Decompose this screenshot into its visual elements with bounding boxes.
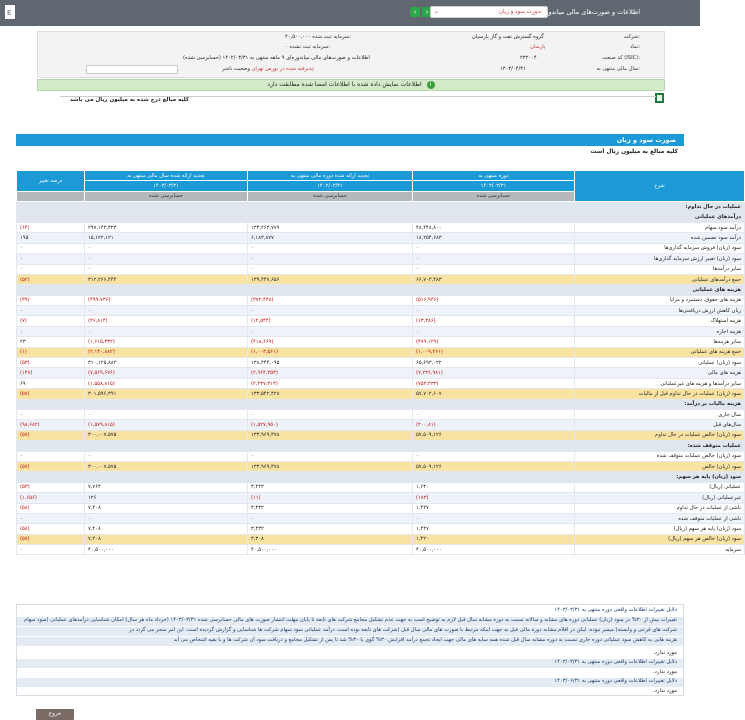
cell-col3: (۷,۵۶۹,۶۷۶) <box>85 368 248 378</box>
row-label: عملیات در حال تداوم: <box>575 202 745 212</box>
cell-col3: ۷,۴۰۸ <box>85 534 248 544</box>
table-row <box>17 233 745 243</box>
cell-col2: ۱۳۹,۴۴۷,۶۵۶ <box>248 274 413 284</box>
note-line: مورد ندارد. <box>653 650 677 656</box>
row-label: ناشی از عملیات در حال تداوم <box>575 503 745 513</box>
header-date2: ۱۴۰۲/۰۳/۳۱ <box>248 181 413 191</box>
cell-col1: (۷۵۳,۴۳۳) <box>413 378 575 388</box>
row-label: عملیاتی (ریال) <box>575 482 745 492</box>
table-row <box>17 222 745 232</box>
cell-col4: ۲۳ <box>17 337 85 347</box>
table-row <box>17 337 745 347</box>
row-label: هزینه اجاره <box>575 326 745 336</box>
cell-col1: ۰ <box>413 243 575 253</box>
cell-col4: (۱۴۷) <box>17 368 85 378</box>
cell-col2: ۶,۱۸۳,۸۷۷ <box>248 233 413 243</box>
cell-col4: (۱,۶۵۶) <box>17 493 85 503</box>
cell-col3: ۳۱۲,۲۶۶,۴۴۴ <box>85 274 248 284</box>
header-date3: ۱۴۰۳/۰۳/۳۱ <box>85 181 248 191</box>
header-col1: دوره منتهی به <box>413 171 575 181</box>
cell-col4 <box>17 202 85 212</box>
cell-col3: (۲,۱۴۰,۸۸۲) <box>85 347 248 357</box>
cell-col2: (۱,۰۰۳,۵۶۱) <box>248 347 413 357</box>
report-type-select[interactable] <box>430 6 548 18</box>
cell-col3: ۱۲۶ <box>85 493 248 503</box>
row-label: ناشی از عملیات متوقف شده <box>575 513 745 523</box>
symbol-row: نماد: <box>629 44 640 50</box>
company-name: شرکت: <box>623 34 640 40</box>
note-line: دلایل تغییرات اطلاعات واقعی دوره منتهی به ۱۴۰۳/۰۳/۳۱ <box>554 607 677 613</box>
cell-col1: (۱۸۳) <box>413 493 575 503</box>
cell-col2: ۱۳۳,۹۶۹,۴۷۸ <box>248 461 413 471</box>
table-row <box>17 409 745 419</box>
table-row <box>17 285 745 295</box>
cell-col3 <box>85 202 248 212</box>
cell-col4 <box>17 399 85 409</box>
cell-col4: ۶۹ <box>17 378 85 388</box>
cell-col4: (۵۳) <box>17 482 85 492</box>
cell-col4: ۰ <box>17 326 85 336</box>
row-label: هزینه مالیات بر درآمد: <box>575 399 745 409</box>
cell-col3: ۳۱۰,۱۲۵,۸۸۲ <box>85 358 248 368</box>
cell-col3: (۱,۵۷۹,۸۱۵) <box>85 420 248 430</box>
isic-value: ۲۳۲۰۰۴ <box>520 55 537 61</box>
cell-col3: ۰ <box>85 306 248 316</box>
cell-col3 <box>85 472 248 482</box>
cell-col1: ۴۸,۴۴۸,۸۰۰ <box>413 222 575 232</box>
cell-col2: ۰ <box>248 264 413 274</box>
cell-col4: ۰ <box>17 264 85 274</box>
header-audit2: حسابرسی شده <box>248 191 413 201</box>
table-row <box>17 202 745 212</box>
unregistered-capital-row: ۰ سرمایه ثبت نشده: <box>285 44 330 50</box>
row-label: سال جاری <box>575 409 745 419</box>
table-row <box>17 347 745 357</box>
row-label: سود (زیان) تغییر ارزش سرمایه گذاری‌ها <box>575 254 745 264</box>
cell-col2: ۰ <box>248 306 413 316</box>
cell-col1: ۰ <box>413 306 575 316</box>
row-label: سود (زیان) فروش سرمایه گذاری‌ها <box>575 243 745 253</box>
cell-col3: (۲۶,۸۱۴) <box>85 316 248 326</box>
cell-col1: ۱,۴۴۷ <box>413 503 575 513</box>
table-row <box>17 472 745 482</box>
cell-col2: (۱۲,۵۴۴) <box>248 316 413 326</box>
row-label: درآمد سود سهام <box>575 222 745 232</box>
row-label: هزینه های حقوق، دستمزد و مزایا <box>575 295 745 305</box>
cell-col1: ۰ <box>413 513 575 523</box>
cell-col3: (۱,۶۱۵,۳۳۲) <box>85 337 248 347</box>
note-line: دلایل تغییرات اطلاعات واقعی دوره منتهی به ۱۴۰۳/۰۳/۳۱ <box>17 659 683 668</box>
row-label: هزینه های عملیاتی <box>575 285 745 295</box>
prev-report-button[interactable] <box>410 7 420 17</box>
cell-col2 <box>248 472 413 482</box>
row-label: هزینه استهلاک <box>575 316 745 326</box>
cell-col1 <box>413 285 575 295</box>
top-bar <box>0 0 700 26</box>
note-line: شرکت های فرعی و وابسته) میسر نبوده، لیکن در اقلام مشابه دوره مالی قبل به جهت اینکه مرتبط با صورت های مالی سال قبل (شرکت های تابعه بوده است، درآمد عملیاتی سود سهام شرکت ها شناسایی و گزارش گردیده است. این امر منجر می گردد در <box>17 627 683 636</box>
table-row <box>17 461 745 471</box>
excel-icon[interactable] <box>655 93 664 103</box>
table-row <box>17 430 745 440</box>
cell-col4: (۵۷) <box>17 461 85 471</box>
table-row <box>17 545 745 555</box>
cell-col2: ۰ <box>248 254 413 264</box>
cell-col3: ۷,۷۶۴ <box>85 482 248 492</box>
row-label: سود (زیان) خالص عملیات در حال تداوم <box>575 430 745 440</box>
row-label: سایر هزینه‌ها <box>575 337 745 347</box>
note-line: دلایل تغییرات اطلاعات واقعی دوره منتهی به ۱۴۰۳/۰۶/۳۱ <box>17 678 683 687</box>
cell-col1: (۴۷۹,۱۲۹) <box>413 337 575 347</box>
cell-col2 <box>248 399 413 409</box>
back-button[interactable]: خروج <box>36 709 74 720</box>
cell-col1 <box>413 441 575 451</box>
row-label: سرمایه <box>575 545 745 555</box>
row-label: سود (زیان) خالص هر سهم (ریال) <box>575 534 745 544</box>
company-name-field <box>86 65 178 74</box>
cell-col1: (۱,۰۰۹,۴۶۱) <box>413 347 575 357</box>
table-row <box>17 378 745 388</box>
isic-row: کد صنعت (ISIC): <box>602 55 640 61</box>
table-row <box>17 503 745 513</box>
cell-col4: ۰ <box>17 409 85 419</box>
cell-col3 <box>85 441 248 451</box>
cell-col2: ۳,۴۳۲ <box>248 524 413 534</box>
table-row <box>17 534 745 544</box>
table-row <box>17 212 745 222</box>
header-audit3: حسابرسی شده <box>85 191 248 201</box>
cell-col4: (۷) <box>17 316 85 326</box>
cell-col3 <box>85 399 248 409</box>
cell-col4: ۱۹۵ <box>17 233 85 243</box>
cell-col2 <box>248 202 413 212</box>
symbol-value: پارسان <box>530 44 546 50</box>
table-row <box>17 243 745 253</box>
cell-col3: ۰ <box>85 451 248 461</box>
table-row <box>17 420 745 430</box>
cell-col2: ۰ <box>248 409 413 419</box>
table-row <box>17 389 745 399</box>
cell-col1 <box>413 472 575 482</box>
cell-col2: ۰ <box>248 513 413 523</box>
cell-col2: ۳,۳۰۸ <box>248 534 413 544</box>
row-label: سایر درآمدها <box>575 264 745 274</box>
cell-col3: ۳۰۱,۵۹۶,۳۹۱ <box>85 389 248 399</box>
cell-col3: ۳۰۰,۰۰۷,۵۷۵ <box>85 461 248 471</box>
row-label: سود (زیان) عملیاتی <box>575 358 745 368</box>
cell-col4: ۰ <box>17 451 85 461</box>
cell-col3: ۰ <box>85 243 248 253</box>
capital-row: ۴۰,۵۰۰,۰۰۰ سرمایه ثبت شده: <box>285 34 351 40</box>
cell-col1: (۵۱۶,۹۴۶) <box>413 295 575 305</box>
cell-col2: (۱۱) <box>248 493 413 503</box>
fiscal-year-row: سال مالی منتهی به: <box>596 66 640 72</box>
cell-col4: ۰ <box>17 545 85 555</box>
table-row <box>17 368 745 378</box>
verification-notice-text: اطلاعات نمایش داده شده با اطلاعات امضا شده مطابقت دارد <box>267 81 422 88</box>
cell-col2: (۱,۵۲۷,۹۵۰) <box>248 420 413 430</box>
cell-col1: ۵۷,۷۰۲,۶۰۷ <box>413 389 575 399</box>
table-row <box>17 316 745 326</box>
cell-col4: ۰ <box>17 243 85 253</box>
cell-col1: ۱۸,۲۵۴,۶۸۳ <box>413 233 575 243</box>
cell-col1: ۱,۴۴۷ <box>413 524 575 534</box>
cell-col4: ۰ <box>17 306 85 316</box>
row-label: جمع هزینه های عملیاتی <box>575 347 745 357</box>
cell-col4: (۵۸) <box>17 503 85 513</box>
cell-col1: (۷,۲۳۶,۹۸۱) <box>413 368 575 378</box>
row-label: جمع درآمدهای عملیاتی <box>575 274 745 284</box>
cell-col4: (۳۹) <box>17 295 85 305</box>
page-title: اطلاعات و صورت‌های مالی میاندوره‌ای <box>535 8 640 16</box>
cell-col2: ۰ <box>248 243 413 253</box>
cell-col1: ۰ <box>413 264 575 274</box>
row-label: سود (زیان) پایه هر سهم (ریال) <box>575 524 745 534</box>
table-row <box>17 306 745 316</box>
cell-col1: (۲۰۰,۸۱) <box>413 420 575 430</box>
table-row <box>17 274 745 284</box>
cell-col4: (۵۸) <box>17 524 85 534</box>
note-line: هزینه هایی به کاهش سود عملیاتی دوره جاری نسبت به دوره مشابه سال قبل شده همه سایه های مالی جهت ایجاد تجمع درآمد افزایش ۳۰% گوی یا ۳۰% شد تا پس از تشکیل مجامع و دریافت سود آن شرکت ها و با بقیه اشخاص می آید <box>17 637 683 646</box>
cell-col2: ۴۰,۵۰۰,۰۰۰ <box>248 545 413 555</box>
table-row <box>17 513 745 523</box>
cell-col2: (۲,۴۳۷,۳۱۳) <box>248 378 413 388</box>
table-row <box>17 254 745 264</box>
row-label: سود (زیان) پایه هر سهم: <box>575 472 745 482</box>
header-col3: تجدید ارائه شده سال مالی منتهی به <box>85 171 248 181</box>
cell-col3: ۰ <box>85 264 248 274</box>
fiscal-year-value: ۱۴۰۳/۰۴/۳۱ <box>500 66 526 72</box>
cell-col2 <box>248 285 413 295</box>
table-row <box>17 295 745 305</box>
header-audit1: حسابرسی شده <box>413 191 575 201</box>
cell-col4: (۵۷) <box>17 389 85 399</box>
cell-col3 <box>85 212 248 222</box>
cell-col2: ۳,۴۴۳ <box>248 482 413 492</box>
cell-col4 <box>17 212 85 222</box>
cell-col3: ۰ <box>85 409 248 419</box>
table-row <box>17 441 745 451</box>
cell-col3: ۱۵,۱۲۲,۱۲۱ <box>85 233 248 243</box>
table-row <box>17 399 745 409</box>
header-col2: تجدید ارائه شده دوره مالی منتهی به <box>248 171 413 181</box>
amounts-note-top: کلیه مبالغ درج شده به میلیون ریال می باشد <box>60 96 656 105</box>
cell-col1: ۱,۴۲۰ <box>413 534 575 544</box>
row-label: سایر درآمدها و هزینه های غیرعملیاتی <box>575 378 745 388</box>
period-description: اطلاعات و صورت‌های مالی میاندوره‌ای ۹ ماهه منتهی به ۱۴۰۲/۰۳/۳۱ (حسابرسی شده) <box>183 55 370 61</box>
table-row <box>17 524 745 534</box>
cell-col1: ۰ <box>413 254 575 264</box>
cell-col4: ۰ <box>17 254 85 264</box>
change-reasons-panel <box>16 604 684 696</box>
cell-col4: (۵۳) <box>17 358 85 368</box>
chevron-left-icon: ‹ <box>413 8 417 16</box>
cell-col4: (۹۸,۶۸۲) <box>17 420 85 430</box>
cell-col4 <box>17 472 85 482</box>
cell-col1: ۵۷,۵۰۹,۱۲۶ <box>413 430 575 440</box>
cell-col3: ۰ <box>85 254 248 264</box>
cell-col1 <box>413 202 575 212</box>
cell-col4: (۵۷) <box>17 534 85 544</box>
cell-col2 <box>248 441 413 451</box>
cell-col2: ۰ <box>248 451 413 461</box>
cell-col1: ۱,۶۳۰ <box>413 482 575 492</box>
publisher-status: پذیرفته شده در بورس تهران وضعیت ناشر: <box>222 66 315 72</box>
cell-col4: (۵۲) <box>17 274 85 284</box>
row-label: زیان کاهش ارزش دریافتنی‌ها <box>575 306 745 316</box>
table-row <box>17 264 745 274</box>
income-statement-table <box>16 170 745 555</box>
cell-col2: (۳۷۲,۴۴۸) <box>248 295 413 305</box>
cell-col2 <box>248 212 413 222</box>
cell-col3: ۰ <box>85 326 248 336</box>
cell-col3: ۷,۴۰۸ <box>85 503 248 513</box>
cell-col3: (۱,۵۵۸,۸۱۵) <box>85 378 248 388</box>
cell-col1 <box>413 399 575 409</box>
cell-col2: (۲,۹۶۴,۳۵۳) <box>248 368 413 378</box>
cell-col4: (۶۴) <box>17 222 85 232</box>
cell-col4 <box>17 285 85 295</box>
cell-col1: ۵۷,۵۰۹,۱۲۶ <box>413 461 575 471</box>
cell-col1: (۱۳,۳۸۶) <box>413 316 575 326</box>
cell-col4: ۰ <box>17 513 85 523</box>
cell-col3: ۳۰۰,۰۰۷,۵۷۵ <box>85 430 248 440</box>
cell-col3: ۷,۴۰۸ <box>85 524 248 534</box>
table-row <box>17 326 745 336</box>
cell-col3 <box>85 285 248 295</box>
row-label: درآمدهای عملیاتی <box>575 212 745 222</box>
row-label: درآمد سود تضمین شده <box>575 233 745 243</box>
row-label: عملیات متوقف شده: <box>575 441 745 451</box>
cell-col2: ۰ <box>248 326 413 336</box>
cell-col2: ۱۳۳,۲۶۳,۷۷۹ <box>248 222 413 232</box>
header-date1: ۱۴۰۳/۰۳/۳۱ <box>413 181 575 191</box>
cell-col4: (۱) <box>17 347 85 357</box>
cell-col2: ۱۳۸,۴۴۴,۰۹۵ <box>248 358 413 368</box>
report-type-value: صورت سود و زیان <box>498 9 542 15</box>
cell-col2: ۱۳۳,۵۴۲,۴۲۸ <box>248 389 413 399</box>
chevron-down-icon: ⌄ <box>434 8 440 15</box>
cell-col3: ۰ <box>85 513 248 523</box>
cell-col1 <box>413 212 575 222</box>
header-col4: درصد تغییر <box>17 171 85 192</box>
note-line: تغییرات بیش از ۳۰% در سود (زیان) عملیاتی دوره های مشابه و سالانه نسبت به دوره مشابه سال قبل لازم به توضیح است به جهت عدم تشکیل مجامع شرکت های تابعه تا پایان مهلت انتشار صورت های مالی حسابرسی شده ۱۴۰۳/۰۳/۳۱ (خرداد ماه هر سال) امکان شناسایی درآمدهای عملیاتی (سود سهام <box>17 617 683 626</box>
row-label: سال‌های قبل <box>575 420 745 430</box>
cell-col1: ۴۰,۵۰۰,۰۰۰ <box>413 545 575 555</box>
row-label: غیرعملیاتی (ریال) <box>575 493 745 503</box>
cell-col3: ۴۰,۵۰۰,۰۰۰ <box>85 545 248 555</box>
cell-col1: ۶۶,۷۰۳,۴۸۳ <box>413 274 575 284</box>
codal-logo <box>4 4 16 20</box>
table-row <box>17 482 745 492</box>
table-row <box>17 358 745 368</box>
cell-col3: (۴۹۹,۷۳۶) <box>85 295 248 305</box>
row-label: سود (زیان) خالص <box>575 461 745 471</box>
cell-col1: ۰ <box>413 409 575 419</box>
note-line: مورد ندارد. <box>653 669 677 675</box>
cell-col1: ۰ <box>413 326 575 336</box>
header-desc: شرح <box>575 171 745 202</box>
row-label: سود (زیان) عملیات در حال تداوم قبل از مالیات <box>575 389 745 399</box>
chevron-right-icon: › <box>425 8 429 16</box>
row-label: هزینه های مالی <box>575 368 745 378</box>
cell-col1: ۶۵,۶۹۳,۰۲۲ <box>413 358 575 368</box>
cell-col3: ۲۹۷,۱۴۳,۳۲۳ <box>85 222 248 232</box>
cell-col4: (۵۷) <box>17 430 85 440</box>
cell-col1: ۰ <box>413 451 575 461</box>
cell-col2: (۴۱۸,۶۶۹) <box>248 337 413 347</box>
header-empty <box>17 191 85 201</box>
row-label: سود (زیان) خالص عملیات متوقف شده <box>575 451 745 461</box>
info-icon: i <box>427 81 435 89</box>
cell-col2: ۱۳۳,۹۶۹,۴۷۸ <box>248 430 413 440</box>
verification-notice <box>37 79 665 91</box>
income-statement-header: صورت سود و زیان <box>16 134 684 146</box>
cell-col4 <box>17 441 85 451</box>
table-row <box>17 493 745 503</box>
amounts-note: کلیه مبالغ به میلیون ریال است <box>590 149 678 155</box>
cell-col2: ۳,۴۳۲ <box>248 503 413 513</box>
note-line: مورد ندارد. <box>653 688 677 694</box>
table-row <box>17 451 745 461</box>
svg-text:E: E <box>7 9 12 17</box>
